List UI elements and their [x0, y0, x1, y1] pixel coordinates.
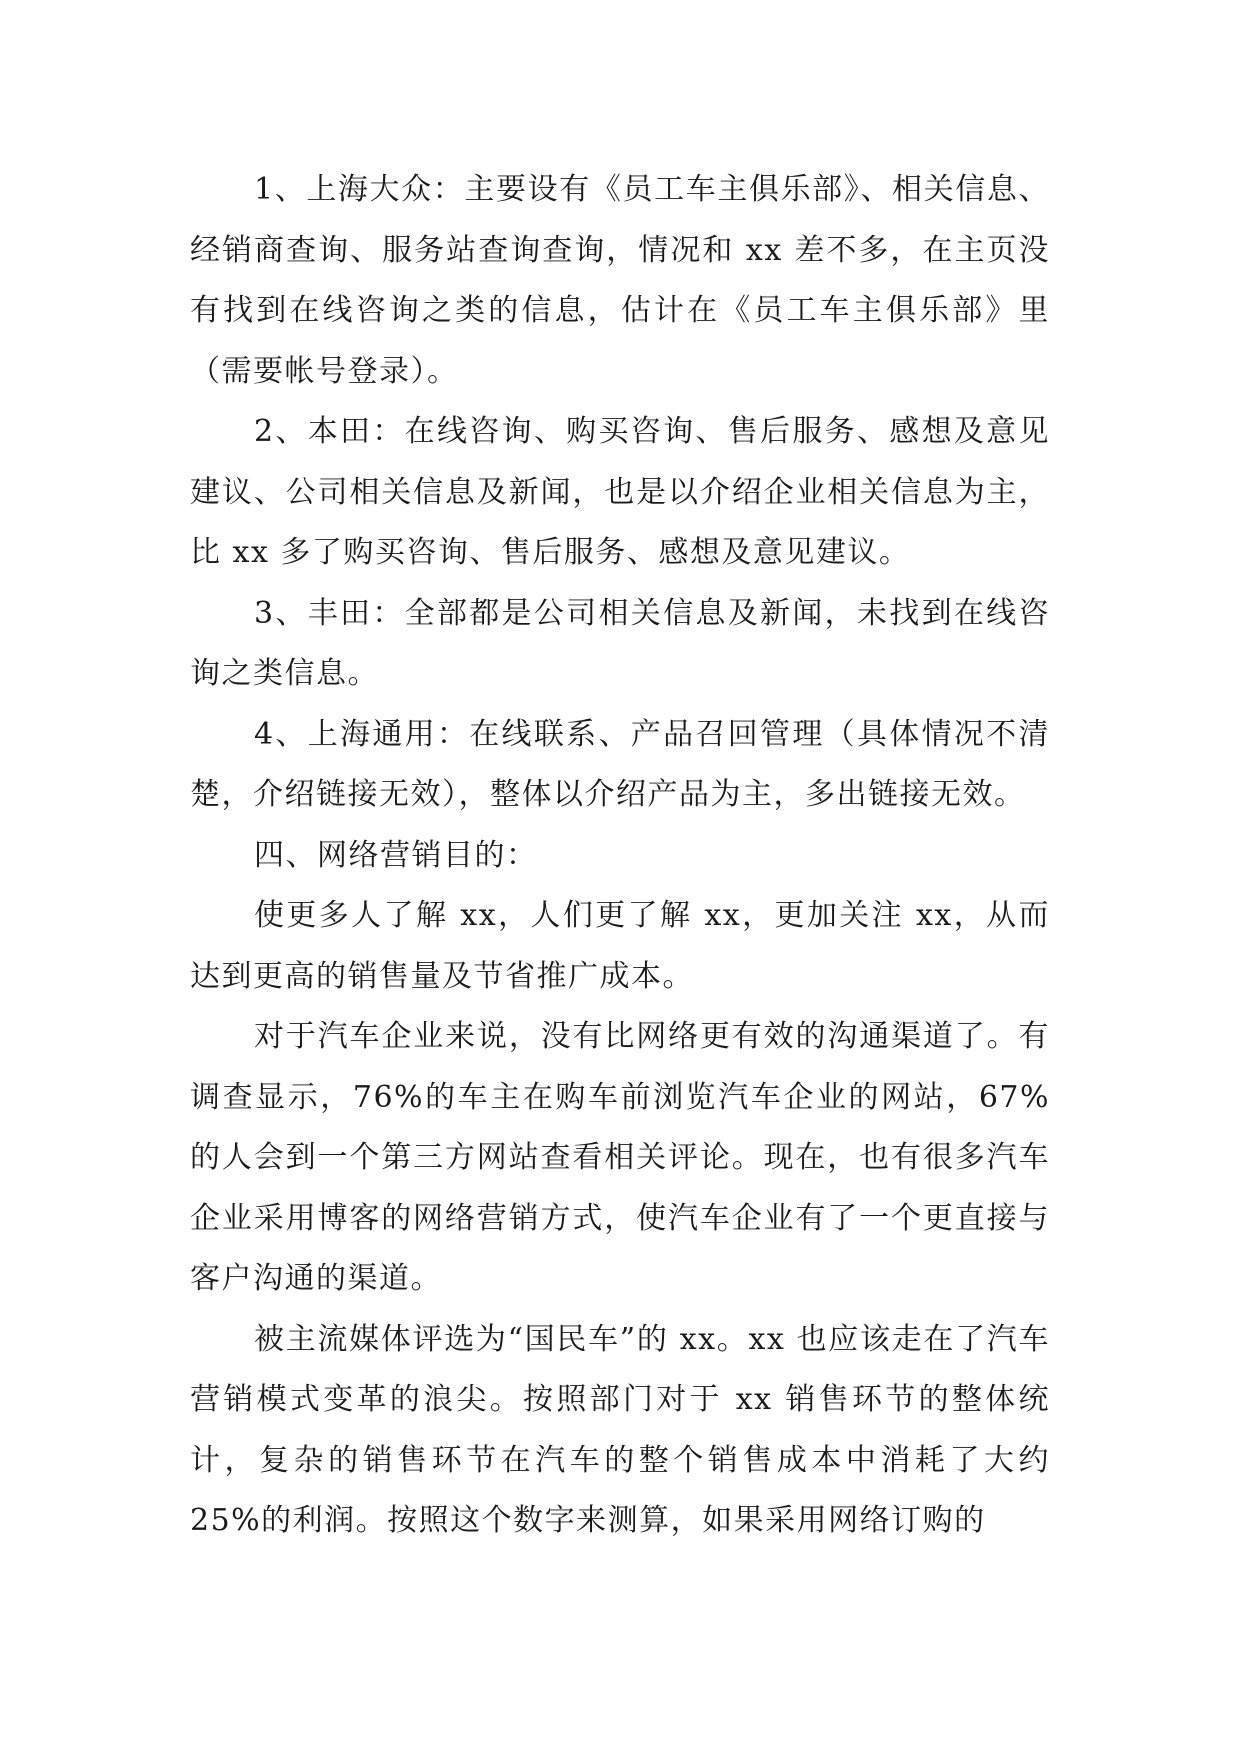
- paragraph-toyota: 3、丰田：全部都是公司相关信息及新闻，未找到在线咨询之类信息。: [190, 595, 1050, 691]
- paragraph-national-car: 被主流媒体评选为“国民车”的 xx。xx 也应该走在了汽车营销模式变革的浪尖。按照部门对于 xx 销售环节的整体统计，复杂的销售环节在汽车的整个销售成本中消耗了大约 25%的利润。按照这个数字来测算，如果采用网络订购的: [190, 1321, 1050, 1538]
- paragraph-shanghai-volkswagen: 1、上海大众：主要设有《员工车主俱乐部》、相关信息、经销商查询、服务站查询查询，情况和 xx 差不多，在主页没有找到在线咨询之类的信息，估计在《员工车主俱乐部》里（需要帐号登录）。: [190, 172, 1050, 389]
- paragraph-network-channel: 对于汽车企业来说，没有比网络更有效的沟通渠道了。有调查显示，76%的车主在购车前浏览汽车企业的网站，67%的人会到一个第三方网站查看相关评论。现在，也有很多汽车企业采用博客的网络营销方式，使汽车企业有了一个更直接与客户沟通的渠道。: [190, 1019, 1050, 1296]
- document-body: [190, 160, 1050, 1552]
- section-heading-marketing-goal: 四、网络营销目的：: [254, 837, 538, 873]
- paragraph-shanghai-gm: 4、上海通用：在线联系、产品召回管理（具体情况不清楚，介绍链接无效），整体以介绍产品为主，多出链接无效。: [190, 716, 1050, 812]
- paragraph-honda: 2、本田：在线咨询、购买咨询、售后服务、感想及意见建议、公司相关信息及新闻，也是以介绍企业相关信息为主，比 xx 多了购买咨询、售后服务、感想及意见建议。: [190, 414, 1050, 570]
- paragraph-goal-description: 使更多人了解 xx，人们更了解 xx，更加关注 xx，从而达到更高的销售量及节省推广成本。: [190, 898, 1050, 994]
